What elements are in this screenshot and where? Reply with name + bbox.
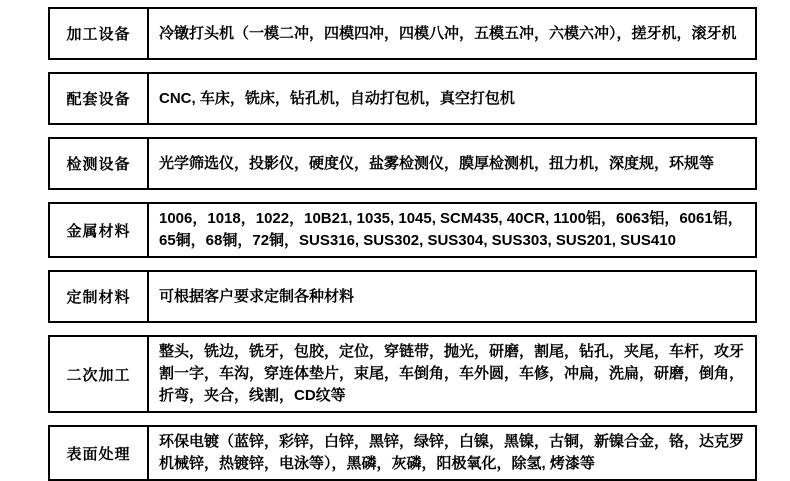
row-label: 配套设备 [50, 74, 149, 123]
row-label: 加工设备 [50, 9, 149, 58]
row-label: 检测设备 [50, 139, 149, 188]
table-row [48, 72, 757, 125]
table-row [48, 137, 757, 190]
table-row [48, 335, 757, 413]
table-row [48, 7, 757, 60]
spec-table [48, 7, 757, 481]
row-content: 冷镦打头机（一模二冲，四模四冲，四模八冲，五模五冲，六模六冲），搓牙机，滚牙机 [159, 24, 737, 42]
row-label: 二次加工 [50, 337, 149, 411]
row-content: CNC, 车床，铣床，钻孔机，自动打包机，真空打包机 [159, 89, 515, 107]
row-content: 光学筛选仪，投影仪，硬度仪，盐雾检测仪，膜厚检测机，扭力机，深度规，环规等 [159, 154, 715, 172]
row-content: 环保电镀（蓝锌，彩锌，白锌，黑锌，绿锌，白镍，黑镍，古铜，新镍合金，铬，达克罗机械锌，热镀锌，电泳等），黑磷，灰磷，阳极氧化，除氢, 烤漆等 [159, 433, 745, 472]
row-content: 可根据客户要求定制各种材料 [159, 287, 355, 305]
row-label: 表面处理 [50, 427, 149, 479]
table-row [48, 270, 757, 323]
row-content: 1006，1018，1022，10B21, 1035, 1045, SCM435, 40CR, 1100铝，6063铝，6061铝，65铜，68铜，72铜，SUS316, SUS302, SUS304, SUS303, SUS201, SUS410 [159, 210, 743, 249]
row-label: 金属材料 [50, 204, 149, 256]
row-content: 整头，铣边，铣牙，包胶，定位，穿链带，抛光，研磨，割尾，钻孔，夹尾，车杆，攻牙割一字，车沟，穿连体垫片，束尾，车倒角，车外圆，车修，冲扁，洗扁，研磨，倒角，折弯，夹合，线割，CD纹等 [159, 343, 745, 404]
table-row [48, 425, 757, 481]
row-label: 定制材料 [50, 272, 149, 321]
table-row [48, 202, 757, 258]
